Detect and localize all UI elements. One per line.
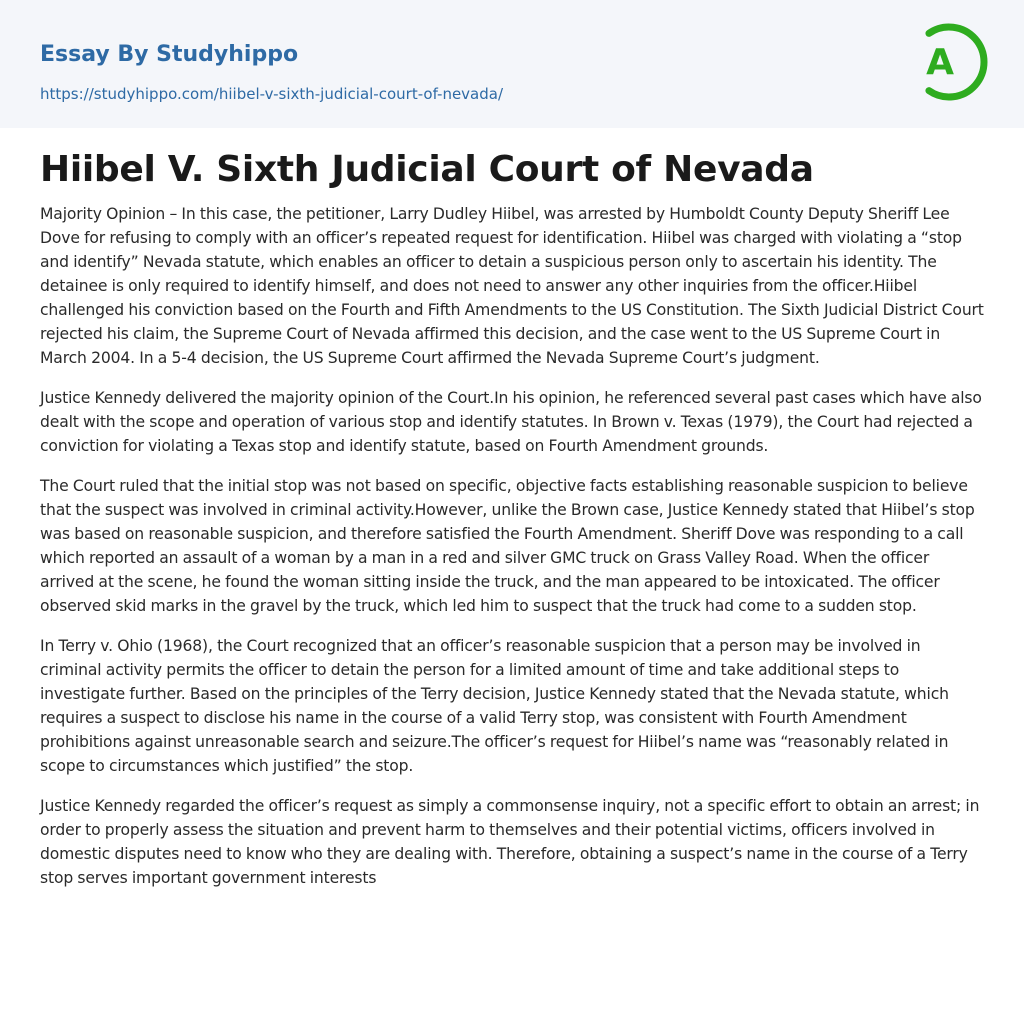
studyhippo-logo-icon[interactable] xyxy=(912,18,988,106)
article-body xyxy=(40,202,984,890)
logo-letter: A xyxy=(926,42,954,83)
site-header xyxy=(0,0,1024,128)
paragraph: The Court ruled that the initial stop was not based on specific, objective facts establishing reasonable suspicion to believe that the suspect was involved in criminal activity.However, unlike the Brown case, Justice Kennedy stated that Hiibel’s stop was based on reasonable suspicion, and therefore satisfied the Fourth Amendment. Sheriff Dove was responding to a call which reported an assault of a woman by a man in a red and silver GMC truck on Grass Valley Road. When the officer arrived at the scene, he found the woman sitting inside the truck, and the man appeared to be intoxicated. The officer observed skid marks in the gravel by the truck, which led him to suspect that the truck had come to a sudden stop. xyxy=(40,477,975,615)
paragraph: In Terry v. Ohio (1968), the Court recognized that an officer’s reasonable suspicion that a person may be involved in criminal activity permits the officer to detain the person for a limited amount of time and take additional steps to investigate further. Based on the principles of the Terry decision, Justice Kennedy stated that the Nevada statute, which requires a suspect to disclose his name in the course of a valid Terry stop, was consistent with Fourth Amendment prohibitions against unreasonable search and seizure.The officer’s request for Hiibel’s name was “reasonably related in scope to circumstances which justified” the stop. xyxy=(40,637,949,775)
paragraph: Majority Opinion – In this case, the petitioner, Larry Dudley Hiibel, was arrested by Humboldt County Deputy Sheriff Lee Dove for refusing to comply with an officer’s repeated request for identification. Hiibel was charged with violating a “stop and identify” Nevada statute, which enables an officer to detain a suspicious person only to ascertain his identity. The detainee is only required to identify himself, and does not need to answer any other inquiries from the officer.Hiibel challenged his conviction based on the Fourth and Fifth Amendments to the US Constitution. The Sixth Judicial District Court rejected his claim, the Supreme Court of Nevada affirmed this decision, and the case went to the US Supreme Court in March 2004. In a 5-4 decision, the US Supreme Court affirmed the Nevada Supreme Court’s judgment. xyxy=(40,205,984,367)
page-title: Hiibel V. Sixth Judicial Court of Nevada xyxy=(40,149,814,190)
paragraph: Justice Kennedy delivered the majority opinion of the Court.In his opinion, he referenced several past cases which have also dealt with the scope and operation of various stop and identify statutes. In Brown v. Texas (1979), the Court had rejected a conviction for violating a Texas stop and identify statute, based on Fourth Amendment grounds. xyxy=(40,389,982,455)
essay-url-link[interactable]: https://studyhippo.com/hiibel-v-sixth-judicial-court-of-nevada/ xyxy=(40,85,504,103)
site-brand-link[interactable]: Essay By Studyhippo xyxy=(40,42,299,67)
paragraph: Justice Kennedy regarded the officer’s request as simply a commonsense inquiry, not a specific effort to obtain an arrest; in order to properly assess the situation and prevent harm to themselves and their potential victims, officers involved in domestic disputes need to know who they are dealing with. Therefore, obtaining a suspect’s name in the course of a Terry stop serves important government interests xyxy=(40,797,980,887)
article xyxy=(0,128,1024,890)
